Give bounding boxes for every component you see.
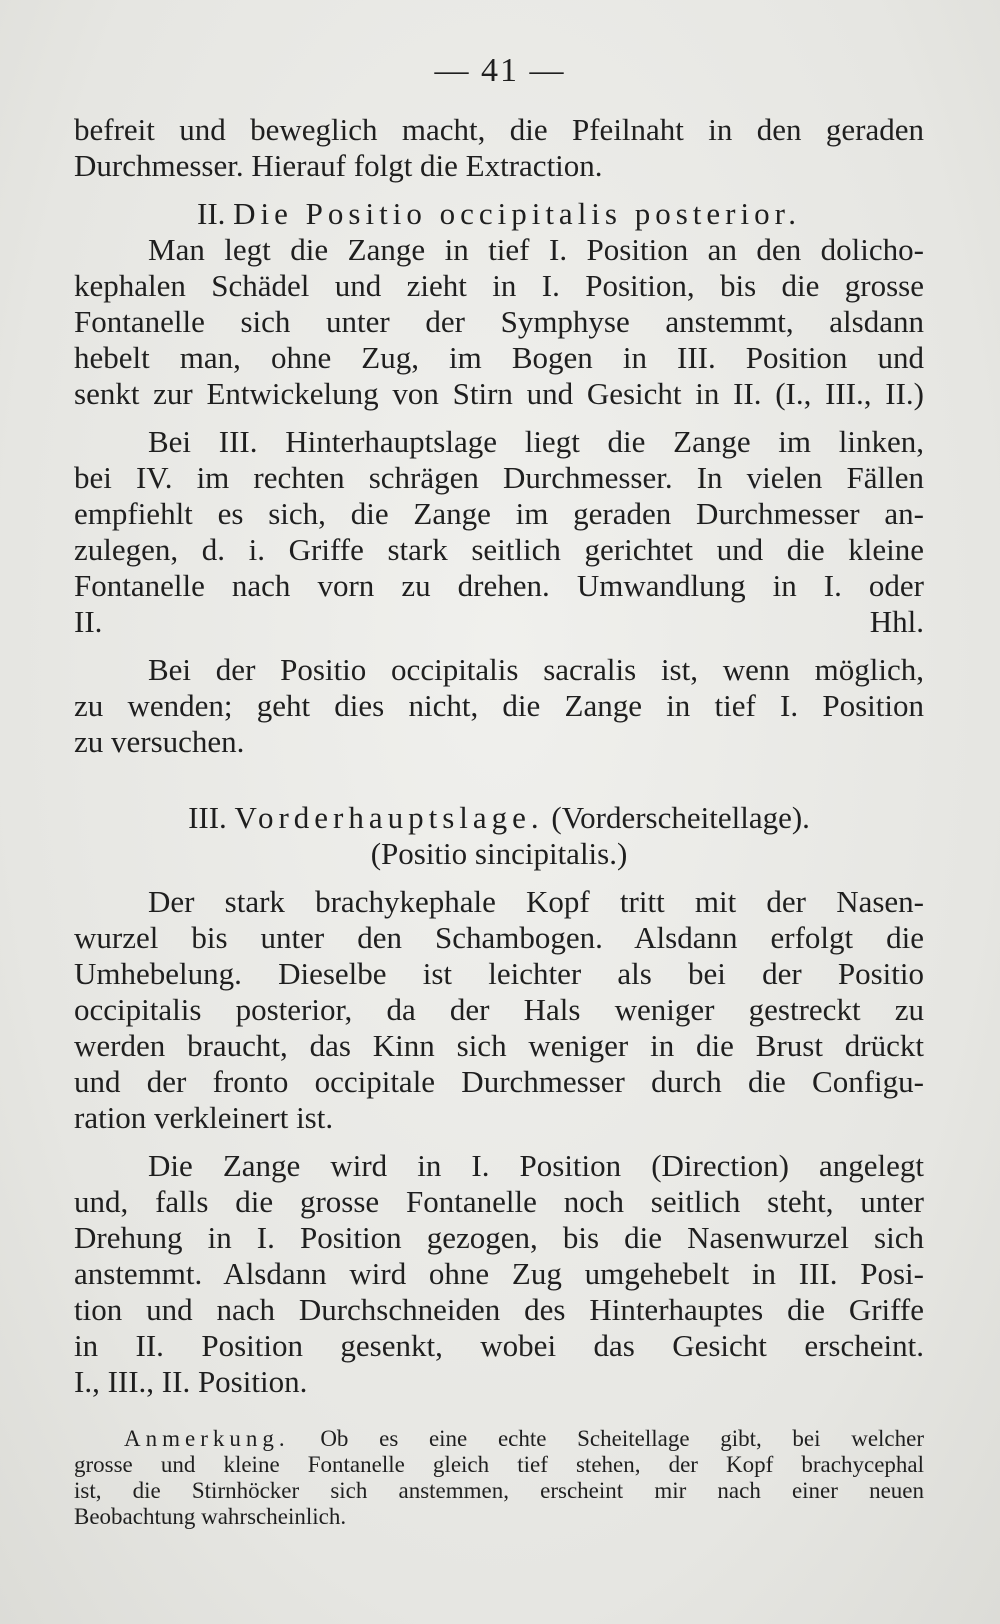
section-subtitle: (Vorderscheitellage). <box>551 800 810 835</box>
text-line: hebelt man, ohne Zug, im Bogen in III. Position und <box>74 340 924 375</box>
text-line: Drehung in I. Position gezogen, bis die Nasenwurzel sich <box>74 1220 924 1255</box>
text-line: Fontanelle sich unter der Symphyse anstemmt, alsdann <box>74 304 924 339</box>
text-line: Der stark brachykephale Kopf tritt mit der Nasen- <box>148 884 924 919</box>
text-line: Man legt die Zange in tief I. Position an den dolicho- <box>148 232 924 267</box>
text-line: bei IV. im rechten schrägen Durchmesser. In vielen Fällen <box>74 460 924 495</box>
footnote-line: Beobachtung wahrscheinlich. <box>74 1504 347 1529</box>
text-line: Durchmesser. Hierauf folgt die Extraction. <box>74 148 603 183</box>
section-number: II. <box>197 196 226 231</box>
text-line: kephalen Schädel und zieht in I. Position, bis die grosse <box>74 268 924 303</box>
section-heading <box>74 800 924 836</box>
text-line: zu wenden; geht dies nicht, die Zange in tief I. Position <box>74 688 924 723</box>
text-line: Bei der Positio occipitalis sacralis ist, wenn möglich, <box>148 652 924 687</box>
text-line: occipitalis posterior, da der Hals weniger gestreckt zu <box>74 992 924 1027</box>
text-line: und, falls die grosse Fontanelle noch seitlich steht, unter <box>74 1184 924 1219</box>
text-line: senkt zur Entwickelung von Stirn und Gesicht in II. (I., III., II.) <box>74 376 924 411</box>
text-line: I., III., II. Position. <box>74 1364 308 1399</box>
text-line: zulegen, d. i. Griffe stark seitlich gerichtet und die kleine <box>74 532 924 567</box>
text-line: wurzel bis unter den Schambogen. Alsdann erfolgt die <box>74 920 924 955</box>
text-line: befreit und beweglich macht, die Pfeilnaht in den geraden <box>74 112 924 147</box>
text-line: II. Hhl. <box>74 604 924 639</box>
text-line: empfiehlt es sich, die Zange im geraden Durchmesser an- <box>74 496 924 531</box>
section-number: III. <box>188 800 227 835</box>
text-line: tion und nach Durchschneiden des Hinterhauptes die Griffe <box>74 1292 924 1327</box>
text-line: zu versuchen. <box>74 724 245 759</box>
footnote-line <box>74 1426 924 1452</box>
text-line: in II. Position gesenkt, wobei das Gesicht erscheint. <box>74 1328 924 1363</box>
text-line: ration verkleinert ist. <box>74 1100 334 1135</box>
page-number: — 41 — <box>434 52 566 89</box>
text-line: und der fronto occipitale Durchmesser durch die Configu- <box>74 1064 924 1099</box>
footnote <box>74 1426 924 1530</box>
text-line: Bei III. Hinterhauptslage liegt die Zange im linken, <box>148 424 924 459</box>
body-text <box>74 112 924 1530</box>
section-title: Die Positio occipitalis posterior. <box>233 196 801 231</box>
text-line: Die Zange wird in I. Position (Direction) angelegt <box>148 1148 924 1183</box>
footnote-text: Ob es eine echte Scheitellage gibt, bei welcher <box>320 1426 924 1451</box>
text-line: anstemmt. Alsdann wird ohne Zug umgehebelt in III. Posi- <box>74 1256 924 1291</box>
section-title: Vorderhauptslage. <box>234 800 544 835</box>
text-line: Fontanelle nach vorn zu drehen. Umwandlung in I. oder <box>74 568 924 603</box>
footnote-line: ist, die Stirnhöcker sich anstemmen, erscheint mir nach einer neuen <box>74 1478 924 1503</box>
text-line: werden braucht, das Kinn sich weniger in die Brust drückt <box>74 1028 924 1063</box>
section-subtitle-latin: (Positio sincipitalis.) <box>370 836 628 871</box>
text-line: Umhebelung. Dieselbe ist leichter als bei der Positio <box>74 956 924 991</box>
footnote-label: Anmerkung. <box>124 1426 290 1451</box>
section-heading <box>74 196 924 232</box>
footnote-line: grosse und kleine Fontanelle gleich tief stehen, der Kopf brachycephal <box>74 1452 924 1477</box>
